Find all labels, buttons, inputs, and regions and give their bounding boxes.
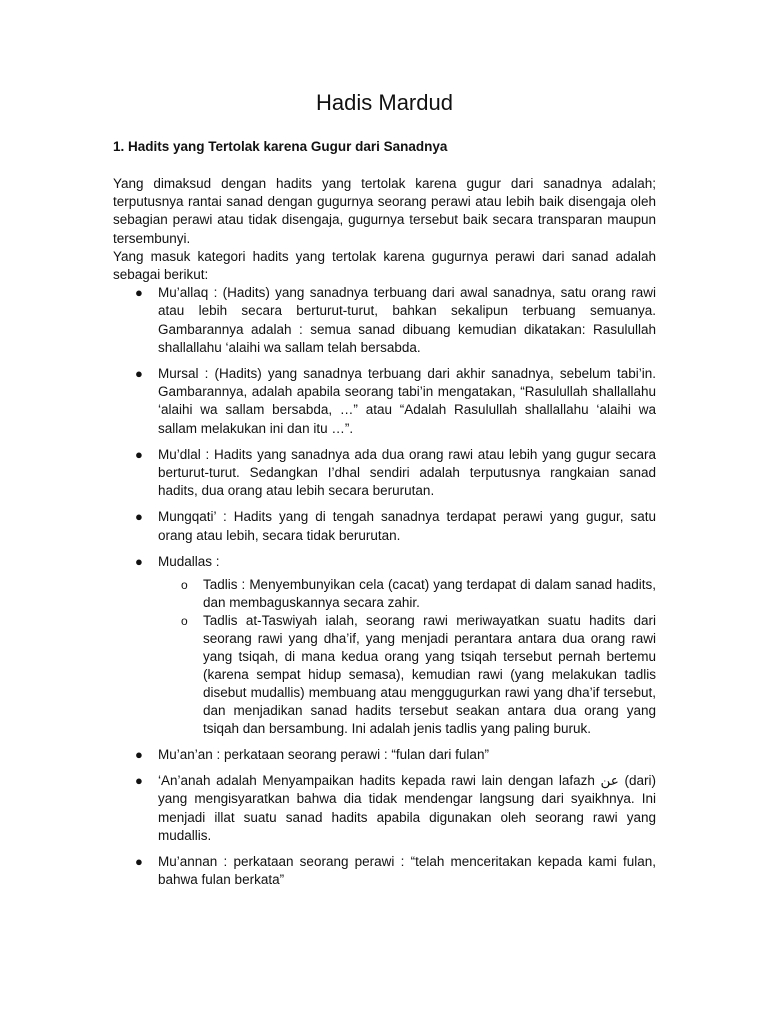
list-item-muanan [135,746,656,764]
sub-bullet-icon: o [181,614,188,629]
sub-list-item-text: Tadlis : Menyembunyikan cela (cacat) yang terdapat di dalam sanad hadits, dan membaguskannya secara zahir. [203,577,656,611]
list-item-text: Mu’dlal : Hadits yang sanadnya ada dua orang rawi atau lebih yang gugur secara berturut-turut. Sedangkan I’dhal sendiri adalah terputusnya rangkaian sanad hadits, dua orang atau lebih secara berurutan. [158,446,656,499]
sub-bullet-icon: o [181,578,188,593]
mudallas-sub-list [158,576,656,738]
list-item-text: Mu’annan : perkataan seorang perawi : “telah menceritakan kepada kami fulan, bahwa fulan berkata” [158,854,656,888]
document-page [113,88,656,897]
list-item-text: Mu’allaq : (Hadits) yang sanadnya terbuang dari awal sanadnya, satu orang rawi atau lebih secara berturut-turut, bahkan sekalipun terbuang semuanya. Gambarannya adalah : semua sanad dibuang kemudian dikatakan: Rasulullah shallallahu ‘alaihi wa sallam telah bersabda. [158,285,656,355]
sub-list-item-tadlis-taswiyah [181,612,656,738]
sub-list-item-text: Tadlis at-Taswiyah ialah, seorang rawi meriwayatkan suatu hadits dari seorang rawi yang dha’if, yang menjadi perantara antara dua orang rawi yang tsiqah, di mana kedua orang yang tsiqah tersebut pernah bertemu (karena sempat hidup semasa), kemudian rawi (yang melakukan tadlis disebut mudallis) membuang atau menggugurkan rawi yang dha’if tersebut, dan menjadikan sanad hadits tersebut seakan antara dua orang yang tsiqah dan bersambung. Ini adalah jenis tadlis yang paling buruk. [203,613,656,737]
bullet-icon: ● [135,446,143,462]
paragraph-category-intro: Yang masuk kategori hadits yang tertolak karena gugurnya perawi dari sanad adalah sebagai berikut: [113,248,656,283]
list-item-text: Mursal : (Hadits) yang sanadnya terbuang dari akhir sanadnya, sebelum tabi’in. Gambarannya, adalah apabila seorang tabi’in mengatakan, “Rasulullah shallallahu ‘alaihi wa sallam bersabda, …” atau “Adalah Rasulullah shallallahu ‘alaihi wa sallam melakukan ini dan itu …”. [158,366,656,436]
list-item-ananah [135,772,656,845]
sub-list-item-tadlis [181,576,656,612]
category-list [113,284,656,889]
list-item-text: Mungqati’ : Hadits yang di tengah sanadnya terdapat perawi yang gugur, satu orang atau lebih, secara tidak berurutan. [158,509,656,543]
bullet-icon: ● [135,366,143,382]
section-heading: 1. Hadits yang Tertolak karena Gugur dari Sanadnya [113,139,448,154]
bullet-icon: ● [135,553,143,569]
list-item-muannan [135,853,656,889]
list-item-mudallas [135,553,656,738]
list-item-mudlal [135,446,656,501]
page-title: Hadis Mardud [316,90,453,115]
bullet-icon: ● [135,285,143,301]
bullet-icon: ● [135,854,143,870]
list-item-text: Mu’an’an : perkataan seorang perawi : “fulan dari fulan” [158,747,489,763]
list-item-mungqati [135,508,656,544]
bullet-icon: ● [135,773,143,789]
list-item-text: Mudallas : [158,553,220,569]
bullet-icon: ● [135,747,143,763]
list-item-muallaq [135,284,656,357]
list-item-mursal [135,365,656,438]
list-item-text: ‘An’anah adalah Menyampaikan hadits kepada rawi lain dengan lafazh عن (dari) yang mengisyaratkan bahwa dia tidak mendengar langsung dari syaikhnya. Ini menjadi illat suatu sanad hadits apabila digunakan oleh seorang rawi yang mudallis. [158,773,656,843]
paragraph-definition: Yang dimaksud dengan hadits yang tertolak karena gugur dari sanadnya adalah; terputusnya rantai sanad dengan gugurnya seorang perawi atau lebih baik disengaja oleh sebagian perawi atau tidak disengaja, gugurnya tersebut baik secara transparan maupun tersembunyi. [113,176,656,246]
bullet-icon: ● [135,509,143,525]
